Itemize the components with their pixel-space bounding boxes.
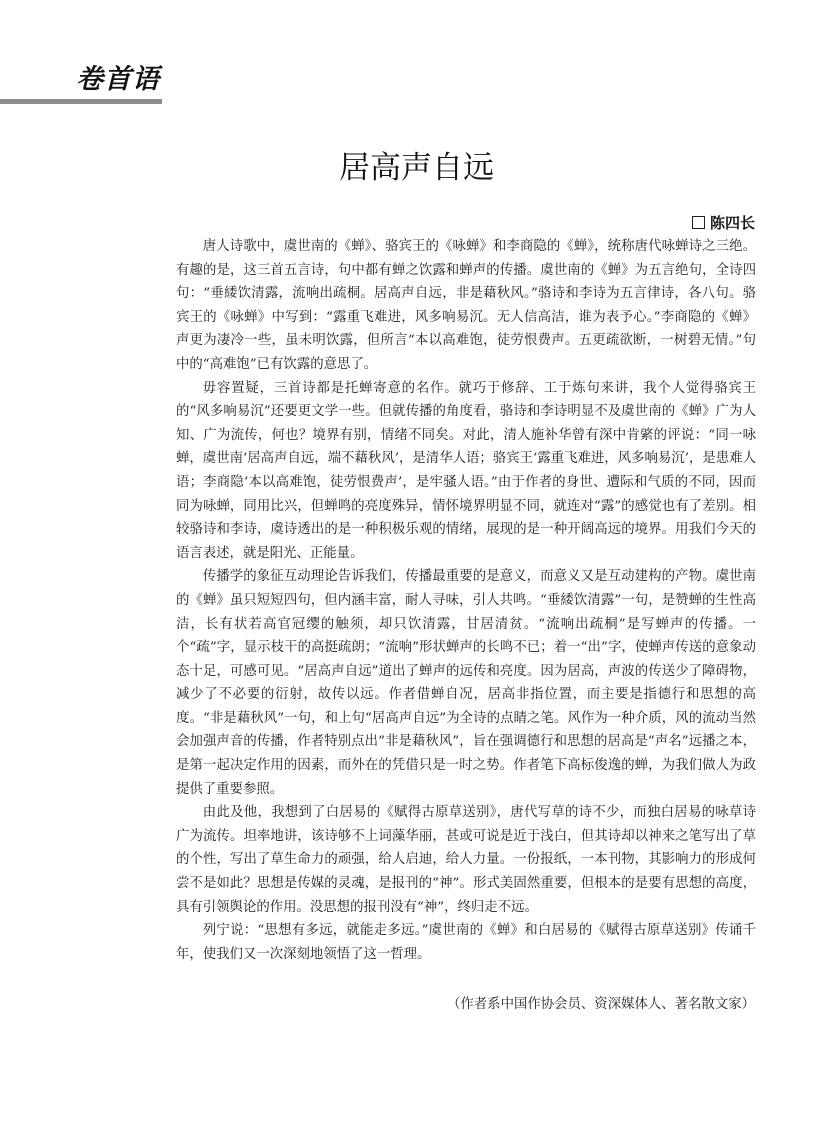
section-divider [0, 99, 162, 104]
byline [692, 212, 755, 233]
paragraph-5: 列宁说：“思想有多远，就能走多远。”虞世南的《蝉》和白居易的《赋得古原草送别》传诵千年，使我们又一次深刻地领悟了这一哲理。 [176, 923, 756, 962]
article-body [176, 235, 756, 966]
byline-box-icon [692, 216, 705, 229]
section-label: 卷首语 [76, 64, 160, 95]
paragraph-3: 传播学的象征互动理论告诉我们，传播最重要的是意义，而意义又是互动建构的产物。虞世南的《蝉》虽只短短四句，但内涵丰富，耐人寻味，引人共鸣。“垂緌饮清露”一句，是赞蝉的生性高洁，长有状若高官冠缨的触须，却只饮清露，甘居清贫。“流响出疏桐”是写蝉声的传播。一个“疏”字，显示枝干的高挺疏朗；“流响”形状蝉声的长鸣不已；着一“出”字，使蝉声传送的意象动态十足，可感可见。“居高声自远”道出了蝉声的远传和亮度。因为居高，声波的传送少了障碍物，减少了不必要的衍射，故传以远。作者借蝉自况，居高非指位置，而主要是指德行和思想的高度。“非是藉秋风”一句，和上句“居高声自远”为全诗的点睛之笔。风作为一种介质，风的流动当然会加强声音的传播，作者特别点出“非是藉秋风”，旨在强调德行和思想的居高是“声名”远播之本，是第一起决定作用的因素，而外在的凭借只是一时之势。作者笔下高标俊逸的蝉，为我们做人为政提供了重要参照。 [176, 569, 756, 797]
paragraph-2: 毋容置疑，三首诗都是托蝉寄意的名作。就巧于修辞、工于炼句来讲，我个人觉得骆宾王的“风多响易沉”还要更文学一些。但就传播的角度看，骆诗和李诗明显不及虞世南的《蝉》广为人知、广为流传，何也？境界有别，情绪不同矣。对此，清人施补华曾有深中肯綮的评说：“同一咏蝉，虞世南‘居高声自远，端不藉秋风’，是清华人语；骆宾王‘露重飞难进，风多响易沉’，是患难人语；李商隐‘本以高难饱，徒劳恨费声’，是牢骚人语。”由于作者的身世、遭际和气质的不同，因而同为咏蝉，同用比兴，但蝉鸣的亮度殊异，情怀境界明显不同，就连对“露”的感觉也有了差别。相较骆诗和李诗，虞诗透出的是一种积极乐观的情绪，展现的是一种开阔高远的境界。用我们今天的语言表述，就是阳光、正能量。 [176, 380, 756, 561]
paragraph-1: 唐人诗歌中，虞世南的《蝉》、骆宾王的《咏蝉》和李商隐的《蝉》，统称唐代咏蝉诗之三绝。有趣的是，这三首五言诗，句中都有蝉之饮露和蝉声的传播。虞世南的《蝉》为五言绝句，全诗四句：“垂緌饮清露，流响出疏桐。居高声自远，非是藉秋风。”骆诗和李诗为五言律诗，各八句。骆宾王的《咏蝉》中写到：“露重飞难进，风多响易沉。无人信高洁，谁为表予心。”李商隐的《蝉》声更为凄冷一些，虽未明饮露，但所言“本以高难饱，徒劳恨费声。五更疏欲断，一树碧无情。”句中的“高难饱”已有饮露的意思了。 [176, 239, 756, 372]
article-title: 居高声自远 [339, 150, 494, 186]
author-name: 陈四长 [709, 214, 755, 232]
author-note: （作者系中国作协会员、资深媒体人、著名散文家） [447, 997, 755, 1012]
paragraph-4: 由此及他，我想到了白居易的《赋得古原草送别》，唐代写草的诗不少，而独白居易的咏草诗广为流传。坦率地讲，该诗够不上词藻华丽，甚或可说是近于浅白，但其诗却以神来之笔写出了草的个性，写出了草生命力的顽强，给人启迪，给人力量。一份报纸，一本刊物，其影响力的形成何尝不是如此？思想是传媒的灵魂，是报刊的“神”。形式美固然重要，但根本的是要有思想的高度，具有引领舆论的作用。没思想的报刊没有“神”，终归走不远。 [176, 805, 756, 915]
